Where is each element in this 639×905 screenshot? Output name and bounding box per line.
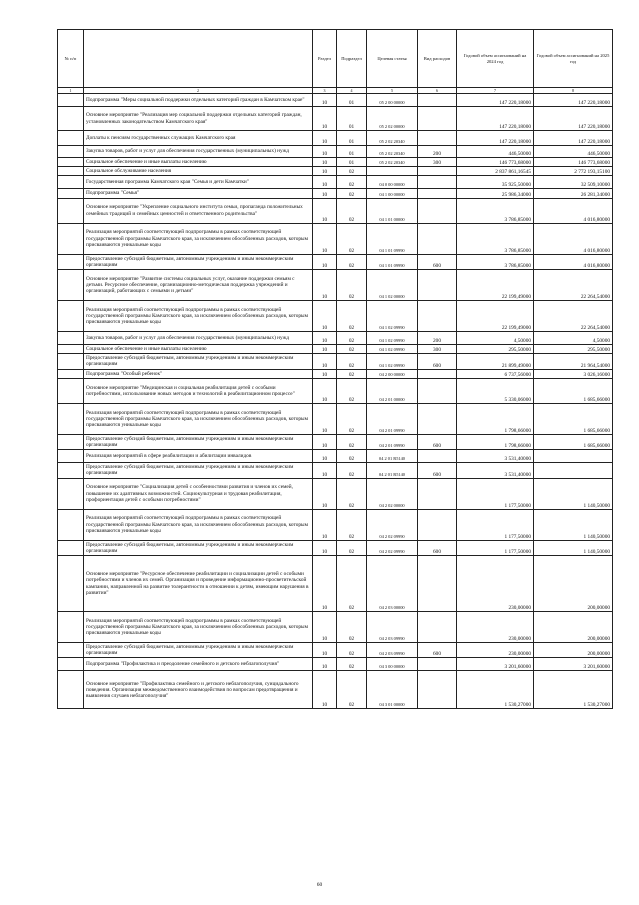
row-2025-cell: 200,00000 <box>534 612 613 643</box>
row-2025-cell: 22 264,54000 <box>534 270 613 301</box>
row-2025-cell: 2 772 193,15100 <box>534 167 613 176</box>
row-2024-cell: 147 220,18000 <box>457 94 534 107</box>
table-row <box>58 223 613 254</box>
row-num-cell <box>58 378 84 403</box>
row-num-cell <box>58 94 84 107</box>
row-podrazdel-cell: 01 <box>337 158 367 167</box>
col-number: 2 <box>84 88 313 94</box>
row-podrazdel-cell: 02 <box>337 556 367 612</box>
row-2024-cell: 1 530,27000 <box>457 671 534 709</box>
row-2024-cell: 1 177,50000 <box>457 509 534 540</box>
row-num-cell <box>58 189 84 198</box>
row-podrazdel-cell: 02 <box>337 223 367 254</box>
row-razdel-cell: 10 <box>313 167 337 176</box>
row-tselevaya-cell: 04 1 02 09990 <box>367 354 418 369</box>
row-name-cell: Подпрограмма "Профилактика и преодоление семейного и детского неблагополучия" <box>84 658 313 671</box>
row-name-cell: Социальное обслуживание населения <box>84 167 313 176</box>
row-name-cell: Предоставление субсидий бюджетным, автономным учреждениям и иным некоммерческим организациям <box>84 254 313 269</box>
row-name-cell: Реализация мероприятий соответствующей подпрограммы в рамках соответствующей государственной программы Камчатского края, за исключением обособленных расходов, которым присваиваются уникальные коды <box>84 223 313 254</box>
budget-table-sheet <box>57 29 612 709</box>
row-podrazdel-cell: 02 <box>337 463 367 478</box>
row-2024-cell: 230,00000 <box>457 612 534 643</box>
row-razdel-cell: 10 <box>313 671 337 709</box>
col-number: 1 <box>58 88 84 94</box>
page-number: 60 <box>316 882 323 888</box>
row-podrazdel-cell: 02 <box>337 301 367 332</box>
row-razdel-cell: 10 <box>313 434 337 449</box>
row-vid-cell <box>418 658 457 671</box>
table-row <box>58 176 613 189</box>
row-2025-cell: 26 281,34000 <box>534 189 613 198</box>
col-header-2025: Годовой объем ассигнований на 2025 год <box>534 30 613 88</box>
col-header-podrazdel: Подраздел <box>337 30 367 88</box>
row-2025-cell: 22 264,54000 <box>534 301 613 332</box>
row-2025-cell: 1 685,66000 <box>534 378 613 403</box>
table-row <box>58 403 613 434</box>
row-2024-cell: 22 199,49000 <box>457 270 534 301</box>
row-vid-cell: 600 <box>418 540 457 555</box>
row-podrazdel-cell: 01 <box>337 107 367 131</box>
row-vid-cell: 600 <box>418 254 457 269</box>
row-2024-cell: 146 773,68000 <box>457 158 534 167</box>
row-tselevaya-cell: 04 2 00 00000 <box>367 369 418 378</box>
row-num-cell <box>58 671 84 709</box>
row-podrazdel-cell: 02 <box>337 612 367 643</box>
row-vid-cell <box>418 378 457 403</box>
row-name-cell: Предоставление субсидий бюджетным, автономным учреждениям и иным некоммерческим организациям <box>84 540 313 555</box>
row-tselevaya-cell: 04 1 02 09990 <box>367 332 418 345</box>
row-vid-cell <box>418 509 457 540</box>
table-row <box>58 612 613 643</box>
row-razdel-cell: 10 <box>313 643 337 658</box>
row-podrazdel-cell: 02 <box>337 658 367 671</box>
row-name-cell: Основное мероприятие "Реализация мер социальной поддержки отдельных категорий граждан, установленных законодательством Камчатского края" <box>84 107 313 131</box>
row-name-cell: Основное мероприятие "Профилактика семейного и детского неблагополучия, суицидального поведения. Организация межведомственного взаимодействия по вопросам предотвращения и выявления случаев неблагополучия" <box>84 671 313 709</box>
row-tselevaya-cell: 04 0 00 00000 <box>367 176 418 189</box>
row-podrazdel-cell: 02 <box>337 189 367 198</box>
row-2025-cell: 1 530,27000 <box>534 671 613 709</box>
table-row <box>58 167 613 176</box>
row-razdel-cell: 10 <box>313 176 337 189</box>
row-vid-cell <box>418 176 457 189</box>
row-tselevaya-cell: 05 2 02 20340 <box>367 131 418 146</box>
row-name-cell: Предоставление субсидий бюджетным, автономным учреждениям и иным некоммерческим организациям <box>84 354 313 369</box>
row-num-cell <box>58 332 84 345</box>
row-num-cell <box>58 131 84 146</box>
row-2024-cell: 1 798,66000 <box>457 403 534 434</box>
row-razdel-cell: 10 <box>313 509 337 540</box>
col-number: 5 <box>367 88 418 94</box>
row-tselevaya-cell: 05 2 02 20340 <box>367 146 418 158</box>
row-2024-cell: 446,50000 <box>457 146 534 158</box>
row-vid-cell <box>418 612 457 643</box>
row-tselevaya-cell: 05 2 02 20340 <box>367 158 418 167</box>
row-num-cell <box>58 509 84 540</box>
row-tselevaya-cell: 05 2 02 00000 <box>367 107 418 131</box>
row-2024-cell: 147 220,18000 <box>457 107 534 131</box>
row-razdel-cell: 10 <box>313 463 337 478</box>
row-razdel-cell: 10 <box>313 94 337 107</box>
row-vid-cell: 600 <box>418 463 457 478</box>
row-2024-cell: 3 201,60000 <box>457 658 534 671</box>
budget-table <box>57 29 613 709</box>
row-2024-cell: 25 986,34000 <box>457 189 534 198</box>
row-podrazdel-cell: 02 <box>337 354 367 369</box>
col-header-num: № п/п <box>58 30 84 88</box>
row-name-cell: Реализация мероприятий соответствующей подпрограммы в рамках соответствующей государственной программы Камчатского края, за исключением обособленных расходов, которым присваиваются уникальные коды <box>84 612 313 643</box>
row-vid-cell: 600 <box>418 434 457 449</box>
row-num-cell <box>58 403 84 434</box>
row-num-cell <box>58 658 84 671</box>
row-podrazdel-cell: 02 <box>337 509 367 540</box>
row-2025-cell: 147 220,18000 <box>534 107 613 131</box>
row-2025-cell: 200,00000 <box>534 556 613 612</box>
row-razdel-cell: 10 <box>313 189 337 198</box>
row-razdel-cell: 10 <box>313 378 337 403</box>
table-row <box>58 254 613 269</box>
row-2024-cell: 6 737,56000 <box>457 369 534 378</box>
row-vid-cell <box>418 369 457 378</box>
row-2025-cell: 295,50000 <box>534 345 613 354</box>
row-2025-cell: 146 773,68000 <box>534 158 613 167</box>
row-2025-cell: 3 026,16000 <box>534 369 613 378</box>
row-num-cell <box>58 223 84 254</box>
row-2024-cell: 1 177,50000 <box>457 540 534 555</box>
row-vid-cell <box>418 671 457 709</box>
row-podrazdel-cell: 02 <box>337 254 367 269</box>
row-name-cell: Государственная программа Камчатского края "Семья и дети Камчатки" <box>84 176 313 189</box>
table-row <box>58 463 613 478</box>
row-podrazdel-cell: 02 <box>337 167 367 176</box>
row-2025-cell: 3 201,60000 <box>534 658 613 671</box>
row-podrazdel-cell: 02 <box>337 540 367 555</box>
row-2024-cell: 2 837 861,16545 <box>457 167 534 176</box>
row-2024-cell: 230,00000 <box>457 556 534 612</box>
row-2024-cell: 21 899,49000 <box>457 354 534 369</box>
row-vid-cell: 200 <box>418 146 457 158</box>
row-tselevaya-cell: 04 2 01 09990 <box>367 434 418 449</box>
table-row <box>58 94 613 107</box>
row-podrazdel-cell: 02 <box>337 198 367 223</box>
row-podrazdel-cell: 02 <box>337 434 367 449</box>
row-2025-cell: 147 220,18000 <box>534 131 613 146</box>
row-tselevaya-cell: 04 1 02 00000 <box>367 270 418 301</box>
row-2024-cell: 295,50000 <box>457 345 534 354</box>
row-podrazdel-cell: 02 <box>337 332 367 345</box>
row-2025-cell: 1 140,50000 <box>534 478 613 509</box>
row-tselevaya-cell: 04 1 01 09990 <box>367 254 418 269</box>
table-row <box>58 189 613 198</box>
table-row <box>58 671 613 709</box>
row-tselevaya-cell: 04 2 01 R5140 <box>367 450 418 463</box>
row-podrazdel-cell: 02 <box>337 176 367 189</box>
row-name-cell: Социальное обеспечение и иные выплаты населению <box>84 158 313 167</box>
row-name-cell: Подпрограмма "Меры социальной поддержки отдельных категорий граждан в Камчатском крае" <box>84 94 313 107</box>
table-row <box>58 450 613 463</box>
col-header-razdel: Раздел <box>313 30 337 88</box>
row-podrazdel-cell: 02 <box>337 369 367 378</box>
table-row <box>58 158 613 167</box>
table-row <box>58 509 613 540</box>
row-vid-cell <box>418 403 457 434</box>
row-num-cell <box>58 369 84 378</box>
row-podrazdel-cell: 02 <box>337 270 367 301</box>
col-number: 8 <box>534 88 613 94</box>
row-name-cell: Предоставление субсидий бюджетным, автономным учреждениям и иным некоммерческим организациям <box>84 643 313 658</box>
row-name-cell: Подпрограмма "Семья" <box>84 189 313 198</box>
row-vid-cell <box>418 450 457 463</box>
table-row <box>58 658 613 671</box>
row-name-cell: Основное мероприятие "Развитие системы социальных услуг, оказание поддержки семьям с детьми. Ресурсное обеспечение, организационно-методическая поддержка учреждений и организаций, работающих с семьями и детьми" <box>84 270 313 301</box>
row-name-cell: Реализация мероприятий соответствующей подпрограммы в рамках соответствующей государственной программы Камчатского края, за исключением обособленных расходов, которым присваиваются уникальные коды <box>84 403 313 434</box>
row-tselevaya-cell <box>367 167 418 176</box>
row-vid-cell: 300 <box>418 158 457 167</box>
row-num-cell <box>58 643 84 658</box>
row-2024-cell: 35 925,50000 <box>457 176 534 189</box>
row-vid-cell: 600 <box>418 643 457 658</box>
row-razdel-cell: 10 <box>313 158 337 167</box>
table-row <box>58 643 613 658</box>
row-name-cell: Основное мероприятие "Медицинская и социальная реабилитация детей с особыми потребностями, использование новых методов и технологий в реабилитационном процессе" <box>84 378 313 403</box>
table-row <box>58 107 613 131</box>
row-2025-cell: 1 685,66000 <box>534 434 613 449</box>
row-2025-cell <box>534 463 613 478</box>
row-vid-cell: 300 <box>418 345 457 354</box>
row-tselevaya-cell: 04 2 02 09990 <box>367 540 418 555</box>
col-number: 3 <box>313 88 337 94</box>
row-tselevaya-cell: 04 2 02 00000 <box>367 478 418 509</box>
row-name-cell: Доплаты к пенсиям государственных служащих Камчатского края <box>84 131 313 146</box>
row-tselevaya-cell: 05 2 00 00000 <box>367 94 418 107</box>
row-name-cell: Основное мероприятие "Ресурсное обеспечение реабилитации и социализации детей с особыми потребностями и членов их семей. Организация и проведение информационно-просветительской кампании, направленной на развитие толерантности в отношении к детям, имеющим нарушения в развитии" <box>84 556 313 612</box>
row-name-cell: Реализация мероприятий в сфере реабилитации и абилитации инвалидов <box>84 450 313 463</box>
row-vid-cell <box>418 189 457 198</box>
row-num-cell <box>58 198 84 223</box>
row-razdel-cell: 10 <box>313 403 337 434</box>
row-podrazdel-cell: 02 <box>337 671 367 709</box>
row-podrazdel-cell: 01 <box>337 146 367 158</box>
row-razdel-cell: 10 <box>313 369 337 378</box>
row-num-cell <box>58 540 84 555</box>
col-header-tselevaya: Целевая статья <box>367 30 418 88</box>
row-razdel-cell: 10 <box>313 332 337 345</box>
row-razdel-cell: 10 <box>313 556 337 612</box>
row-razdel-cell: 10 <box>313 301 337 332</box>
row-vid-cell <box>418 167 457 176</box>
row-num-cell <box>58 176 84 189</box>
col-number: 4 <box>337 88 367 94</box>
row-2025-cell: 4 016,80000 <box>534 198 613 223</box>
row-2024-cell: 230,00000 <box>457 643 534 658</box>
row-2024-cell: 147 220,18000 <box>457 131 534 146</box>
row-tselevaya-cell: 04 2 03 09990 <box>367 643 418 658</box>
table-row <box>58 540 613 555</box>
table-row <box>58 369 613 378</box>
row-name-cell: Реализация мероприятий соответствующей подпрограммы в рамках соответствующей государственной программы Камчатского края, за исключением обособленных расходов, которым присваиваются уникальные коды <box>84 301 313 332</box>
table-row <box>58 146 613 158</box>
row-name-cell: Социальное обеспечение и иные выплаты населению <box>84 345 313 354</box>
row-2025-cell: 4 016,80000 <box>534 223 613 254</box>
row-num-cell <box>58 254 84 269</box>
row-vid-cell <box>418 270 457 301</box>
row-2025-cell: 1 140,50000 <box>534 509 613 540</box>
row-razdel-cell: 10 <box>313 223 337 254</box>
row-vid-cell <box>418 223 457 254</box>
table-row <box>58 332 613 345</box>
row-razdel-cell: 10 <box>313 450 337 463</box>
row-podrazdel-cell: 02 <box>337 450 367 463</box>
table-row <box>58 478 613 509</box>
row-vid-cell <box>418 198 457 223</box>
row-vid-cell <box>418 478 457 509</box>
row-vid-cell <box>418 301 457 332</box>
row-tselevaya-cell: 04 2 01 00000 <box>367 378 418 403</box>
row-num-cell <box>58 270 84 301</box>
row-razdel-cell: 10 <box>313 107 337 131</box>
row-razdel-cell: 10 <box>313 354 337 369</box>
table-row <box>58 131 613 146</box>
row-razdel-cell: 10 <box>313 478 337 509</box>
row-podrazdel-cell: 02 <box>337 345 367 354</box>
row-podrazdel-cell: 02 <box>337 403 367 434</box>
col-header-vid: Вид расходов <box>418 30 457 88</box>
row-name-cell: Закупка товаров, работ и услуг для обеспечения государственных (муниципальных) нужд <box>84 146 313 158</box>
row-podrazdel-cell: 02 <box>337 643 367 658</box>
row-razdel-cell: 10 <box>313 540 337 555</box>
row-name-cell: Реализация мероприятий соответствующей подпрограммы в рамках соответствующей государственной программы Камчатского края, за исключением обособленных расходов, которым присваиваются уникальные коды <box>84 509 313 540</box>
row-tselevaya-cell: 04 1 01 00000 <box>367 198 418 223</box>
row-num-cell <box>58 167 84 176</box>
row-podrazdel-cell: 01 <box>337 131 367 146</box>
table-header-row <box>58 30 613 88</box>
col-number: 6 <box>418 88 457 94</box>
table-row <box>58 198 613 223</box>
row-tselevaya-cell: 04 1 02 09990 <box>367 345 418 354</box>
row-razdel-cell: 10 <box>313 198 337 223</box>
row-tselevaya-cell: 04 2 01 09990 <box>367 403 418 434</box>
row-2024-cell: 1 177,50000 <box>457 478 534 509</box>
row-2024-cell: 22 199,49000 <box>457 301 534 332</box>
col-header-name <box>84 30 313 88</box>
row-podrazdel-cell: 01 <box>337 94 367 107</box>
table-row <box>58 345 613 354</box>
table-row <box>58 270 613 301</box>
row-num-cell <box>58 158 84 167</box>
row-2024-cell: 3 786,85000 <box>457 254 534 269</box>
row-tselevaya-cell: 04 1 02 09990 <box>367 301 418 332</box>
row-num-cell <box>58 434 84 449</box>
row-name-cell: Закупка товаров, работ и услуг для обеспечения государственных (муниципальных) нужд <box>84 332 313 345</box>
row-num-cell <box>58 463 84 478</box>
row-2025-cell: 4,50000 <box>534 332 613 345</box>
row-2024-cell: 1 798,66000 <box>457 434 534 449</box>
row-razdel-cell: 10 <box>313 270 337 301</box>
row-2025-cell: 4 016,80000 <box>534 254 613 269</box>
row-2025-cell: 446,50000 <box>534 146 613 158</box>
row-vid-cell <box>418 131 457 146</box>
row-razdel-cell: 10 <box>313 131 337 146</box>
row-razdel-cell: 10 <box>313 146 337 158</box>
row-2025-cell: 32 509,10000 <box>534 176 613 189</box>
table-body <box>58 94 613 709</box>
row-tselevaya-cell: 04 1 01 09990 <box>367 223 418 254</box>
row-name-cell: Основное мероприятие "Укрепление социального института семьи, пропаганда положительных семейных традиций и семейных ценностей и ответственного родительства" <box>84 198 313 223</box>
row-razdel-cell: 10 <box>313 612 337 643</box>
row-tselevaya-cell: 04 1 00 00000 <box>367 189 418 198</box>
row-razdel-cell: 10 <box>313 254 337 269</box>
table-row <box>58 301 613 332</box>
row-2024-cell: 5 330,06000 <box>457 378 534 403</box>
row-vid-cell <box>418 107 457 131</box>
row-name-cell: Подпрограмма "Особый ребенок" <box>84 369 313 378</box>
row-tselevaya-cell: 04 2 03 00000 <box>367 556 418 612</box>
row-name-cell: Основное мероприятие "Социализация детей с особенностями развития и членов их семей, повышение их адаптивных возможностей. Социокультурная и трудовая реабилитация, профориентация детей с особыми потребностями" <box>84 478 313 509</box>
row-vid-cell: 600 <box>418 354 457 369</box>
row-num-cell <box>58 107 84 131</box>
row-2024-cell: 3 531,40000 <box>457 450 534 463</box>
row-2025-cell: 1 140,50000 <box>534 540 613 555</box>
row-num-cell <box>58 556 84 612</box>
table-row <box>58 434 613 449</box>
table-row <box>58 556 613 612</box>
row-2024-cell: 3 531,40000 <box>457 463 534 478</box>
row-vid-cell <box>418 556 457 612</box>
row-tselevaya-cell: 04 2 01 R5140 <box>367 463 418 478</box>
row-tselevaya-cell: 04 2 02 09990 <box>367 509 418 540</box>
row-name-cell: Предоставление субсидий бюджетным, автономным учреждениям и иным некоммерческим организациям <box>84 463 313 478</box>
row-tselevaya-cell: 04 3 01 00000 <box>367 671 418 709</box>
row-2025-cell: 21 964,54000 <box>534 354 613 369</box>
row-vid-cell <box>418 94 457 107</box>
row-2025-cell: 147 220,18000 <box>534 94 613 107</box>
row-num-cell <box>58 301 84 332</box>
row-razdel-cell: 10 <box>313 658 337 671</box>
row-2025-cell <box>534 450 613 463</box>
table-row <box>58 354 613 369</box>
col-number: 7 <box>457 88 534 94</box>
row-num-cell <box>58 612 84 643</box>
row-num-cell <box>58 345 84 354</box>
row-2024-cell: 3 786,85000 <box>457 223 534 254</box>
row-2025-cell: 1 685,66000 <box>534 403 613 434</box>
row-num-cell <box>58 478 84 509</box>
row-name-cell: Предоставление субсидий бюджетным, автономным учреждениям и иным некоммерческим организациям <box>84 434 313 449</box>
row-num-cell <box>58 146 84 158</box>
row-num-cell <box>58 450 84 463</box>
table-row <box>58 378 613 403</box>
row-num-cell <box>58 354 84 369</box>
row-2024-cell: 4,50000 <box>457 332 534 345</box>
row-2025-cell: 200,00000 <box>534 643 613 658</box>
row-podrazdel-cell: 02 <box>337 378 367 403</box>
col-header-2024: Годовой объем ассигнований на 2024 год <box>457 30 534 88</box>
row-razdel-cell: 10 <box>313 345 337 354</box>
row-podrazdel-cell: 02 <box>337 478 367 509</box>
row-tselevaya-cell: 04 2 03 09990 <box>367 612 418 643</box>
row-vid-cell: 200 <box>418 332 457 345</box>
row-tselevaya-cell: 04 3 00 00000 <box>367 658 418 671</box>
row-2024-cell: 3 786,85000 <box>457 198 534 223</box>
